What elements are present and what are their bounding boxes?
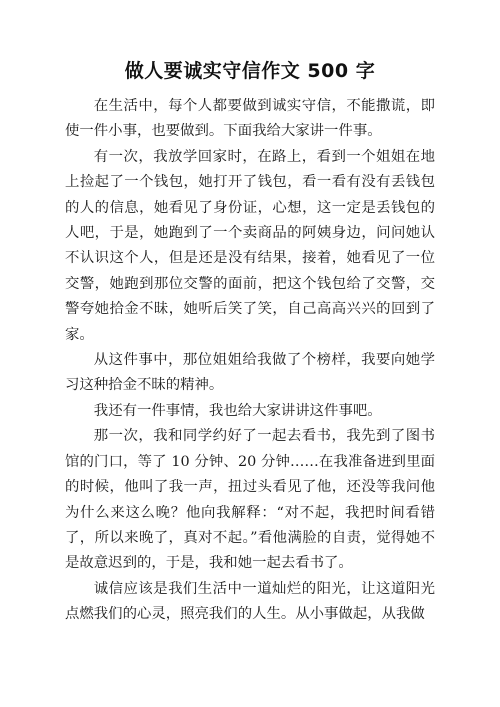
paragraph-intro: 在生活中，每个人都要做到诚实守信，不能撒谎，即使一件小事，也要做到。下面我给大家讲一件事。 <box>65 98 435 140</box>
paragraph-transition: 我还有一件事情，我也给大家讲讲这件事吧。 <box>93 402 382 419</box>
essay-body <box>65 94 435 628</box>
paragraph-lesson: 从这件事中，那位姐姐给我做了个榜样，我要向她学习这种拾金不昧的精神。 <box>65 352 435 394</box>
paragraph-conclusion: 诚信应该是我们生活中一道灿烂的阳光，让这道阳光点燃我们的心灵，照亮我们的人生。从小事做起，从我做 <box>65 580 435 623</box>
paragraph-library-story: 那一次，我和同学约好了一起去看书，我先到了图书馆的门口，等了 10 分钟、20 分钟……在我准备进到里面的时候，他叫了我一声，扭过头看见了他，还没等我问他为什么来这么晚？他向我解释：“对不起，我把时间看错了，所以来晚了，真对不起。”看他满脸的自责，觉得她不是故意迟到的，于是，我和她一起去看书了。 <box>65 428 435 572</box>
page-title: 做人要诚实守信作文 500 字 <box>124 60 376 82</box>
paragraph-wallet-story: 有一次，我放学回家时，在路上，看到一个姐姐在地上捡起了一个钱包，她打开了钱包，看一看有没有丢钱包的人的信息，她看见了身份证，心想，这一定是丢钱包的人吧，于是，她跑到了一个卖商品的阿姨身边，问问她认不认识这个人，但是还是没有结果，接着，她看见了一位交警，她跑到那位交警的面前，把这个钱包给了交警，交警夸她拾金不昧，她听后笑了笑，自己高高兴兴的回到了家。 <box>65 148 435 343</box>
